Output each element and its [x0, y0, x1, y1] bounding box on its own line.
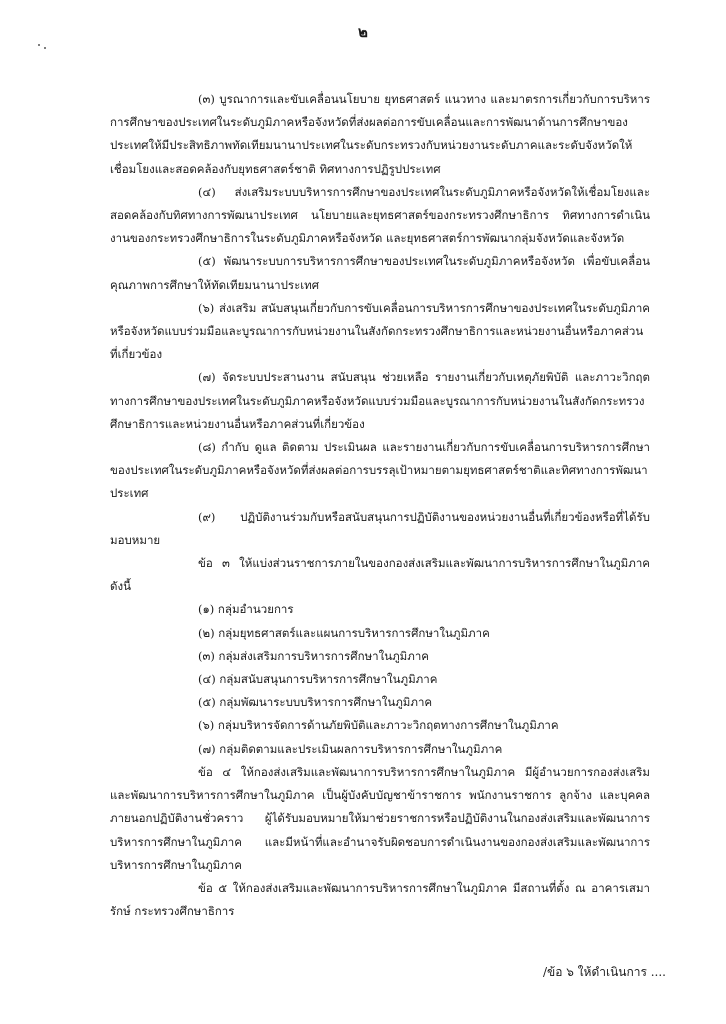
group-list-item: (๔) กลุ่มสนับสนุนการบริหารการศึกษาในภูมิภาค — [198, 672, 438, 687]
paragraph-item-5: (๕) พัฒนาระบบการบริหารการศึกษาของประเทศในระดับภูมิภาคหรือจังหวัด เพื่อขับเคลื่อนคุณภาพการศึกษาให้ทัดเทียมนานาประเทศ — [110, 254, 650, 292]
paragraph-item-8: (๘) กำกับ ดูแล ติดตาม ประเมินผล และรายงานเกี่ยวกับการขับเคลื่อนการบริหารการศึกษาของประเทศในระดับภูมิภาคหรือจังหวัดที่ส่งผลต่อการบรรลุเป้าหมายตามยุทธศาสตร์ชาติและทิศทางการพัฒนาประเทศ — [110, 440, 650, 501]
scan-speck — [44, 47, 46, 49]
page-number: ๒ — [358, 23, 368, 41]
paragraph-item-9: (๙) ปฏิบัติงานร่วมกับหรือสนับสนุนการปฏิบัติงานของหน่วยงานอื่นที่เกี่ยวข้องหรือที่ได้รับมอบหมาย — [110, 509, 650, 547]
paragraph-item-7: (๗) จัดระบบประสานงาน สนับสนุน ช่วยเหลือ รายงานเกี่ยวกับเหตุภัยพิบัติ และภาวะวิกฤตทางการศึกษาของประเทศในระดับภูมิภาคหรือจังหวัดแบบร่วมมือและบูรณาการกับหน่วยงานในสังกัดกระทรวงศึกษาธิการและหน่วยงานอื่นหรือภาคส่วนที่เกี่ยวข้อง — [110, 370, 650, 431]
document-body — [110, 88, 650, 923]
group-list-item: (๒) กลุ่มยุทธศาสตร์และแผนการบริหารการศึกษาในภูมิภาค — [198, 625, 490, 640]
scan-speck — [38, 44, 40, 46]
group-list-item: (๖) กลุ่มบริหารจัดการด้านภัยพิบัติและภาวะวิกฤตทางการศึกษาในภูมิภาค — [198, 718, 559, 733]
paragraph-item-4: (๔) ส่งเสริมระบบบริหารการศึกษาของประเทศในระดับภูมิภาคหรือจังหวัดให้เชื่อมโยงและสอดคล้องกับทิศทางการพัฒนาประเทศ นโยบายและยุทธศาสตร์ของกระทรวงศึกษาธิการ ทิศทางการดำเนินงานของกระทรวงศึกษาธิการในระดับภูมิภาคหรือจังหวัด และยุทธศาสตร์การพัฒนากลุ่มจังหวัดและจังหวัด — [110, 184, 650, 246]
paragraph-item-6: (๖) ส่งเสริม สนับสนุนเกี่ยวกับการขับเคลื่อนการบริหารการศึกษาของประเทศในระดับภูมิภาคหรือจังหวัดแบบร่วมมือและบูรณาการกับหน่วยงานในสังกัดกระทรวงศึกษาธิการและหน่วยงานอื่นหรือภาคส่วนที่เกี่ยวข้อง — [110, 300, 650, 362]
paragraph-item-3: (๓) บูรณาการและขับเคลื่อนนโยบาย ยุทธศาสตร์ แนวทาง และมาตรการเกี่ยวกับการบริหารการศึกษาของประเทศในระดับภูมิภาคหรือจังหวัดที่ส่งผลต่อการขับเคลื่อนและการพัฒนาด้านการศึกษาของประเทศให้มีประสิทธิภาพทัดเทียมนานาประเทศในระดับกระทรวงกับหน่วยงานระดับภาคและระดับจังหวัดให้เชื่อมโยงและสอดคล้องกับยุทธศาสตร์ชาติ ทิศทางการปฏิรูปประเทศ — [110, 92, 650, 176]
clause-4: ข้อ ๔ ให้กองส่งเสริมและพัฒนาการบริหารการศึกษาในภูมิภาค มีผู้อำนวยการกองส่งเสริมและพัฒนาการบริหารการศึกษาในภูมิภาค เป็นผู้บังคับบัญชาข้าราชการ พนักงานราชการ ลูกจ้าง และบุคคลภายนอกปฏิบัติงานชั่วคราว ผู้ได้รับมอบหมายให้มาช่วยราชการหรือปฏิบัติงานในกองส่งเสริมและพัฒนาการบริหารการศึกษาในภูมิภาค และมีหน้าที่และอำนาจรับผิดชอบการดำเนินงานของกองส่งเสริมและพัฒนาการบริหารการศึกษาในภูมิภาค — [110, 764, 650, 872]
group-list-item: (๗) กลุ่มติดตามและประเมินผลการบริหารการศึกษาในภูมิภาค — [198, 741, 503, 756]
group-list-item: (๕) กลุ่มพัฒนาระบบบริหารการศึกษาในภูมิภาค — [198, 695, 433, 710]
clause-5: ข้อ ๕ ให้กองส่งเสริมและพัฒนาการบริหารการศึกษาในภูมิภาค มีสถานที่ตั้ง ณ อาคารเสมารักษ์ กระทรวงศึกษาธิการ — [110, 880, 650, 919]
continuation-note: /ข้อ ๖ ให้ดำเนินการ .... — [542, 965, 666, 979]
group-list-item: (๓) กลุ่มส่งเสริมการบริหารการศึกษาในภูมิภาค — [198, 648, 429, 663]
group-list-item: (๑) กลุ่มอำนวยการ — [198, 602, 294, 617]
clause-3: ข้อ ๓ ให้แบ่งส่วนราชการภายในของกองส่งเสริมและพัฒนาการบริหารการศึกษาในภูมิภาค ดังนี้ — [110, 556, 650, 594]
